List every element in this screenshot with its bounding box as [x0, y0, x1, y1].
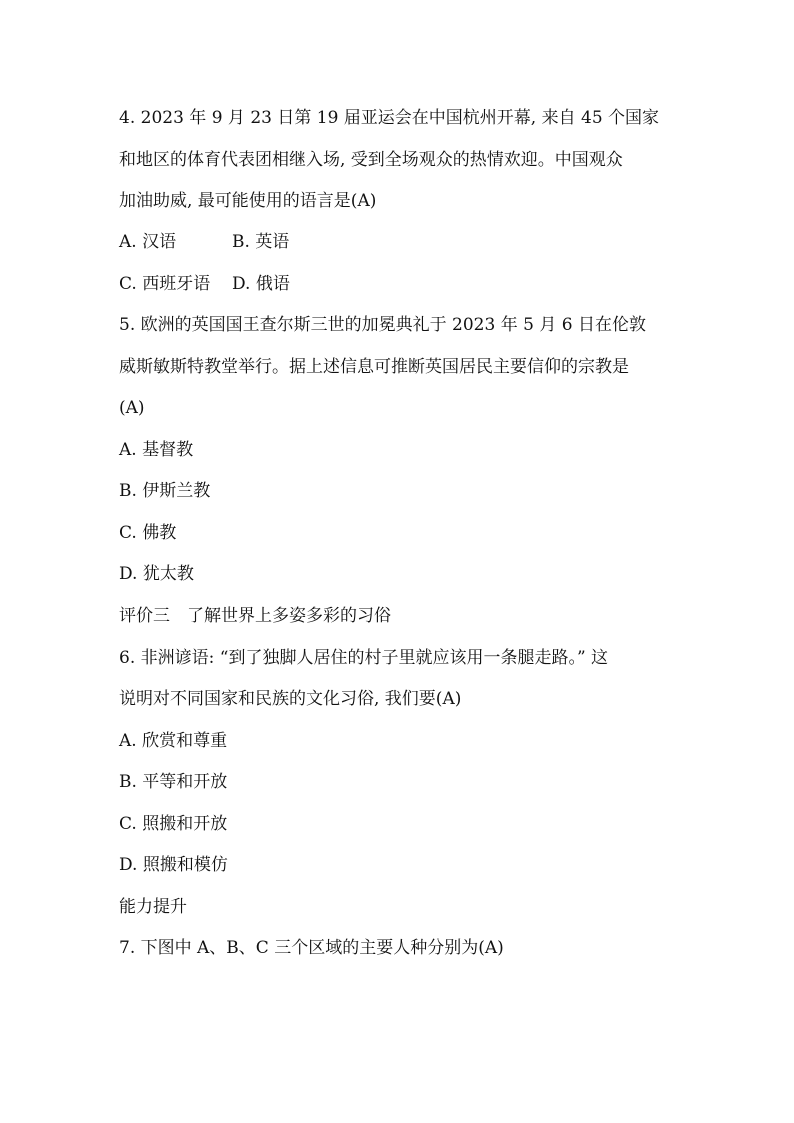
- section-heading-ability: 能力提升: [119, 897, 187, 917]
- q5-option-c: C. 佛教: [119, 523, 177, 543]
- q5-option-b: B. 伊斯兰教: [119, 481, 211, 501]
- q7-stem-line-1: 7. 下图中 A、B、C 三个区域的主要人种分别为(A): [119, 938, 504, 958]
- section-heading-3: 评价三 了解世界上多姿多彩的习俗: [119, 606, 391, 626]
- q4-stem-line-3: 加油助威, 最可能使用的语言是(A): [119, 191, 377, 211]
- q4-options-row-2: [119, 274, 290, 294]
- q6-stem-line-2: 说明对不同国家和民族的文化习俗, 我们要(A): [119, 689, 462, 709]
- q4-options-row-1: [119, 232, 289, 252]
- q4-option-b: B. 英语: [232, 232, 290, 252]
- q4-stem-line-2: 和地区的体育代表团相继入场, 受到全场观众的热情欢迎。中国观众: [119, 150, 623, 170]
- q6-option-b: B. 平等和开放: [119, 772, 228, 792]
- q4-option-a: A. 汉语: [119, 232, 177, 252]
- q4-option-d: D. 俄语: [232, 274, 290, 294]
- q6-option-d: D. 照搬和模仿: [119, 855, 228, 875]
- q5-option-a: A. 基督教: [119, 440, 194, 460]
- q4-stem-line-1: 4. 2023 年 9 月 23 日第 19 届亚运会在中国杭州开幕, 来自 45 个国家: [119, 108, 660, 128]
- q5-stem-line-1: 5. 欧洲的英国国王查尔斯三世的加冕典礼于 2023 年 5 月 6 日在伦敦: [119, 315, 646, 335]
- q6-option-c: C. 照搬和开放: [119, 814, 228, 834]
- q4-option-c: C. 西班牙语: [119, 274, 211, 294]
- q6-stem-line-1: 6. 非洲谚语: “到了独脚人居住的村子里就应该用一条腿走路。” 这: [119, 648, 609, 668]
- q5-stem-line-3: (A): [119, 398, 145, 418]
- q5-stem-line-2: 威斯敏斯特教堂举行。据上述信息可推断英国居民主要信仰的宗教是: [119, 357, 629, 377]
- q6-option-a: A. 欣赏和尊重: [119, 731, 228, 751]
- q5-option-d: D. 犹太教: [119, 564, 194, 584]
